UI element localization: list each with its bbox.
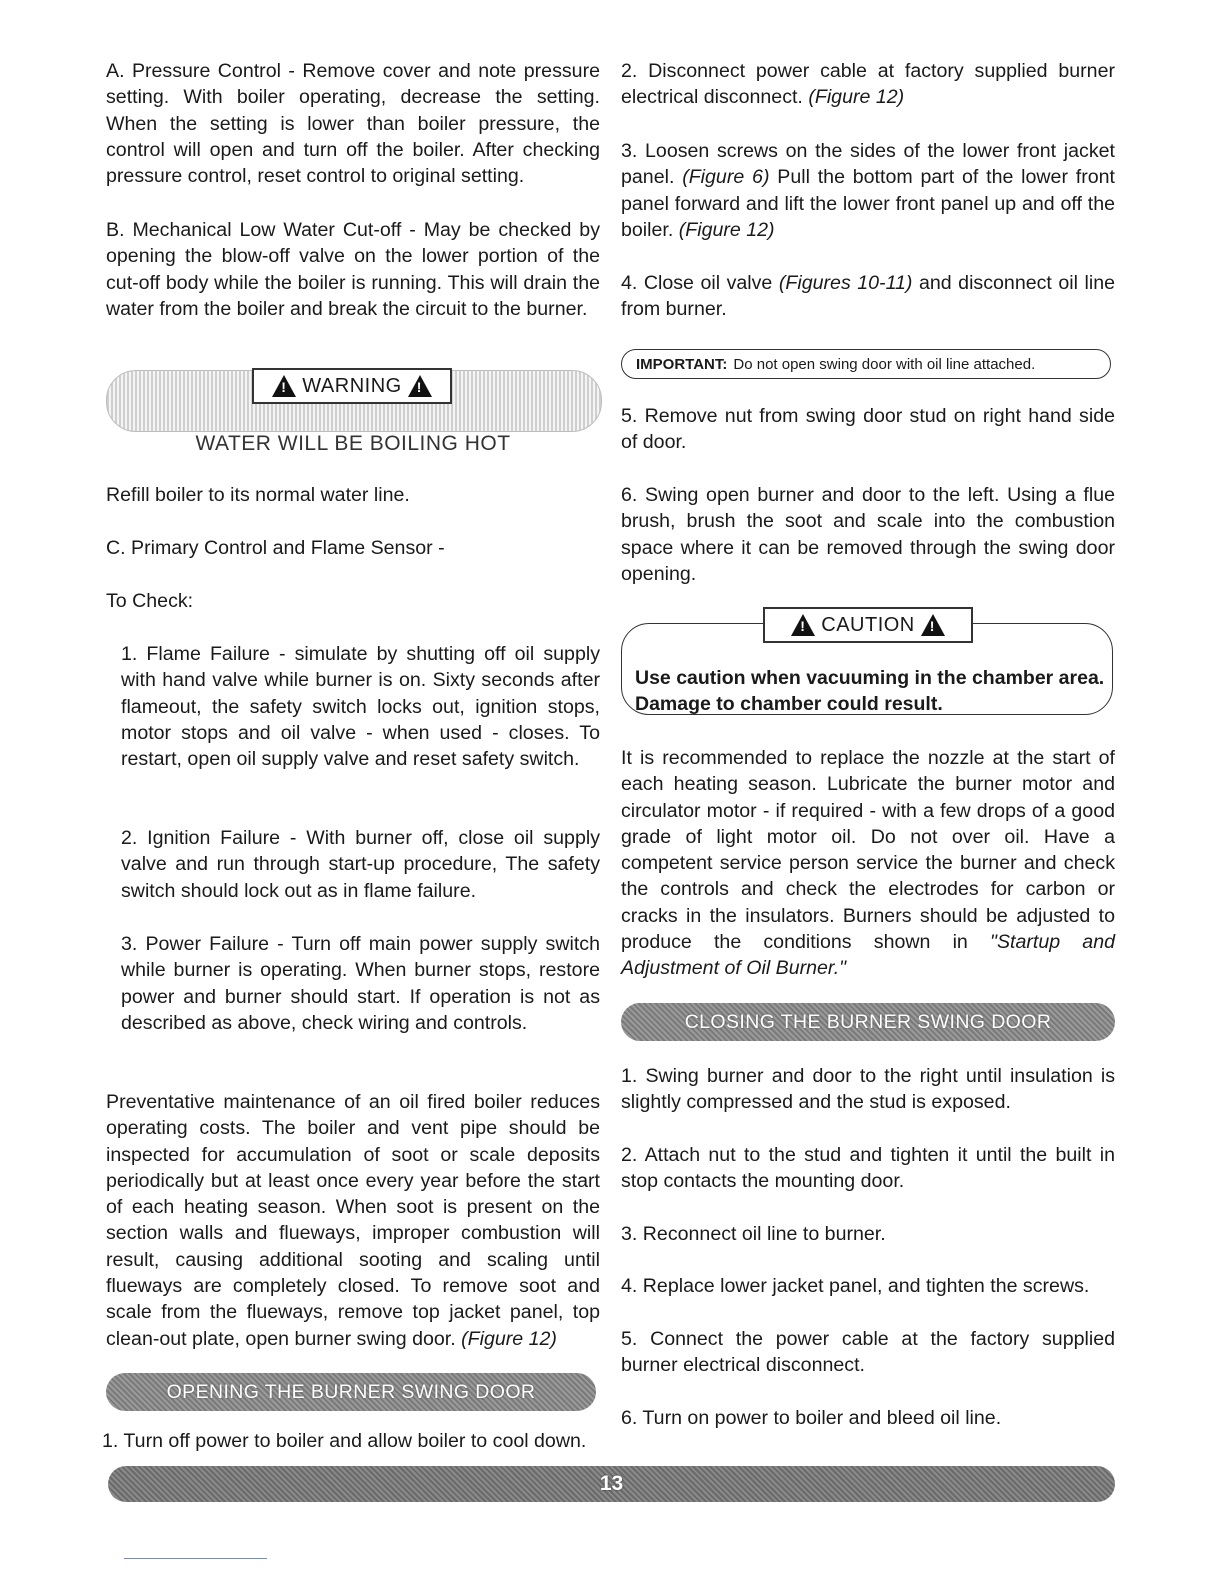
power-failure-item: 3. Power Failure - Turn off main power supply switch while burner is operating. When burner stops, restore power and burner should start. If operation is not as described as above, check wiring and controls. [121, 933, 600, 1034]
warning-message: WATER WILL BE BOILING HOT [195, 432, 511, 455]
loosen-screws-step [621, 138, 1115, 243]
pressure-control-paragraph: A. Pressure Control - Remove cover and note pressure setting. With boiler operating, decrease the setting. When the setting is lower than boiler pressure, the control will open and turn off the boiler. After checking pressure control, reset control to original setting. [106, 60, 600, 188]
to-check-label: To Check: [106, 590, 194, 612]
caution-triangle-icon [791, 614, 815, 636]
swing-open-step: 6. Swing open burner and door to the left. Using a flue brush, brush the soot and scale into the combustion space where it can be removed through the swing door opening. [621, 484, 1115, 585]
figure-reference: (Figures 10-11) [778, 272, 913, 294]
disconnect-text: 2. Disconnect power cable at factory supplied burner electrical disconnect. [621, 60, 1115, 109]
loosen-text: 3. Loosen screws on the sides of the lower front jacket panel. [621, 140, 1115, 189]
warning-triangle-icon [408, 375, 432, 397]
important-text: Do not open swing door with oil line attached. [733, 355, 1036, 373]
caution-label-box [763, 607, 973, 643]
closing-step-5: 5. Connect the power cable at the factory supplied burner electrical disconnect. [621, 1328, 1115, 1377]
primary-control-heading: C. Primary Control and Flame Sensor - [106, 537, 445, 559]
closing-step-1: 1. Swing burner and door to the right until insulation is slightly compressed and the stud is exposed. [621, 1065, 1115, 1114]
refill-paragraph: Refill boiler to its normal water line. [106, 484, 410, 506]
figure-reference: (Figure 12) [808, 86, 905, 109]
startup-reference: "Startup and Adjustment of Oil Burner." [621, 931, 1115, 980]
warning-triangle-icon [272, 375, 296, 397]
bottom-rule-line [124, 1558, 267, 1559]
warning-label: WARNING [302, 374, 402, 397]
opening-section-header: OPENING THE BURNER SWING DOOR [106, 1373, 596, 1411]
closing-step-3: 3. Reconnect oil line to burner. [621, 1223, 886, 1245]
opening-step-1: 1. Turn off power to boiler and allow boiler to cool down. [102, 1430, 587, 1452]
low-water-cutoff-paragraph: B. Mechanical Low Water Cut-off - May be checked by opening the blow-off valve on the lower portion of the cut-off body while the boiler is running. This will drain the water from the boiler and break the circuit to the burner. [106, 219, 600, 320]
caution-message: Use caution when vacuuming in the chamber area. Damage to chamber could result. [635, 667, 1105, 715]
remove-nut-step: 5. Remove nut from swing door stud on right hand side of door. [621, 405, 1115, 454]
caution-triangle-icon [921, 614, 945, 636]
close-oil-valve-step [621, 270, 1115, 323]
page-number: 13 [599, 1472, 624, 1495]
important-notice [621, 349, 1111, 379]
maintenance-paragraph [106, 1089, 600, 1352]
nozzle-text: It is recommended to replace the nozzle at the start of each heating season. Lubricate the burner motor and circulator motor - if required - with a few drops of a good grade of light motor oil. Do not over oil. Have a competent service person service the burner and check the controls and check the electrodes for carbon or cracks in the insulators. Burners should be adjusted to produce the conditions shown in [621, 747, 1115, 954]
page-number-bar [108, 1466, 1115, 1502]
disconnect-step [621, 58, 1115, 111]
flame-failure-item: 1. Flame Failure - simulate by shutting off oil supply with hand valve while burner is on. Sixty seconds after flameout, the safety switch locks out, ignition stops, motor stops and oil valve - when used - closes. To restart, open oil supply valve and reset safety switch. [121, 643, 600, 771]
warning-label-box [252, 368, 452, 404]
nozzle-paragraph [621, 745, 1115, 982]
close-oil-text: 4. Close oil valve [621, 272, 773, 294]
figure-reference: (Figure 12) [678, 218, 775, 241]
lift-panel-text: Pull the bottom part of the lower front panel forward and lift the lower front panel up and off the boiler. [621, 166, 1115, 241]
important-label: IMPORTANT: [636, 355, 728, 373]
figure-reference: (Figure 6) [682, 166, 770, 189]
maintenance-text: Preventative maintenance of an oil fired boiler reduces operating costs. The boiler and vent pipe should be inspected for accumulation of soot or scale deposits periodically but at least once every year before the start of each heating season. When soot is present on the section walls and flueways, improper combustion will result, causing additional sooting and scaling until flueways are completely closed. To remove soot and scale from the flueways, remove top jacket panel, top clean-out plate, open burner swing door. [106, 1091, 600, 1350]
closing-step-4: 4. Replace lower jacket panel, and tighten the screws. [621, 1275, 1090, 1297]
closing-step-6: 6. Turn on power to boiler and bleed oil line. [621, 1407, 1002, 1429]
ignition-failure-item: 2. Ignition Failure - With burner off, close oil supply valve and run through start-up procedure, The safety switch should lock out as in flame failure. [121, 827, 600, 902]
figure-reference: (Figure 12) [461, 1327, 557, 1350]
closing-step-2: 2. Attach nut to the stud and tighten it until the built in stop contacts the mounting door. [621, 1144, 1115, 1193]
disconnect-oil-text: and disconnect oil line from burner. [621, 272, 1115, 321]
closing-section-header: CLOSING THE BURNER SWING DOOR [621, 1003, 1115, 1041]
caution-label: CAUTION [821, 613, 915, 636]
